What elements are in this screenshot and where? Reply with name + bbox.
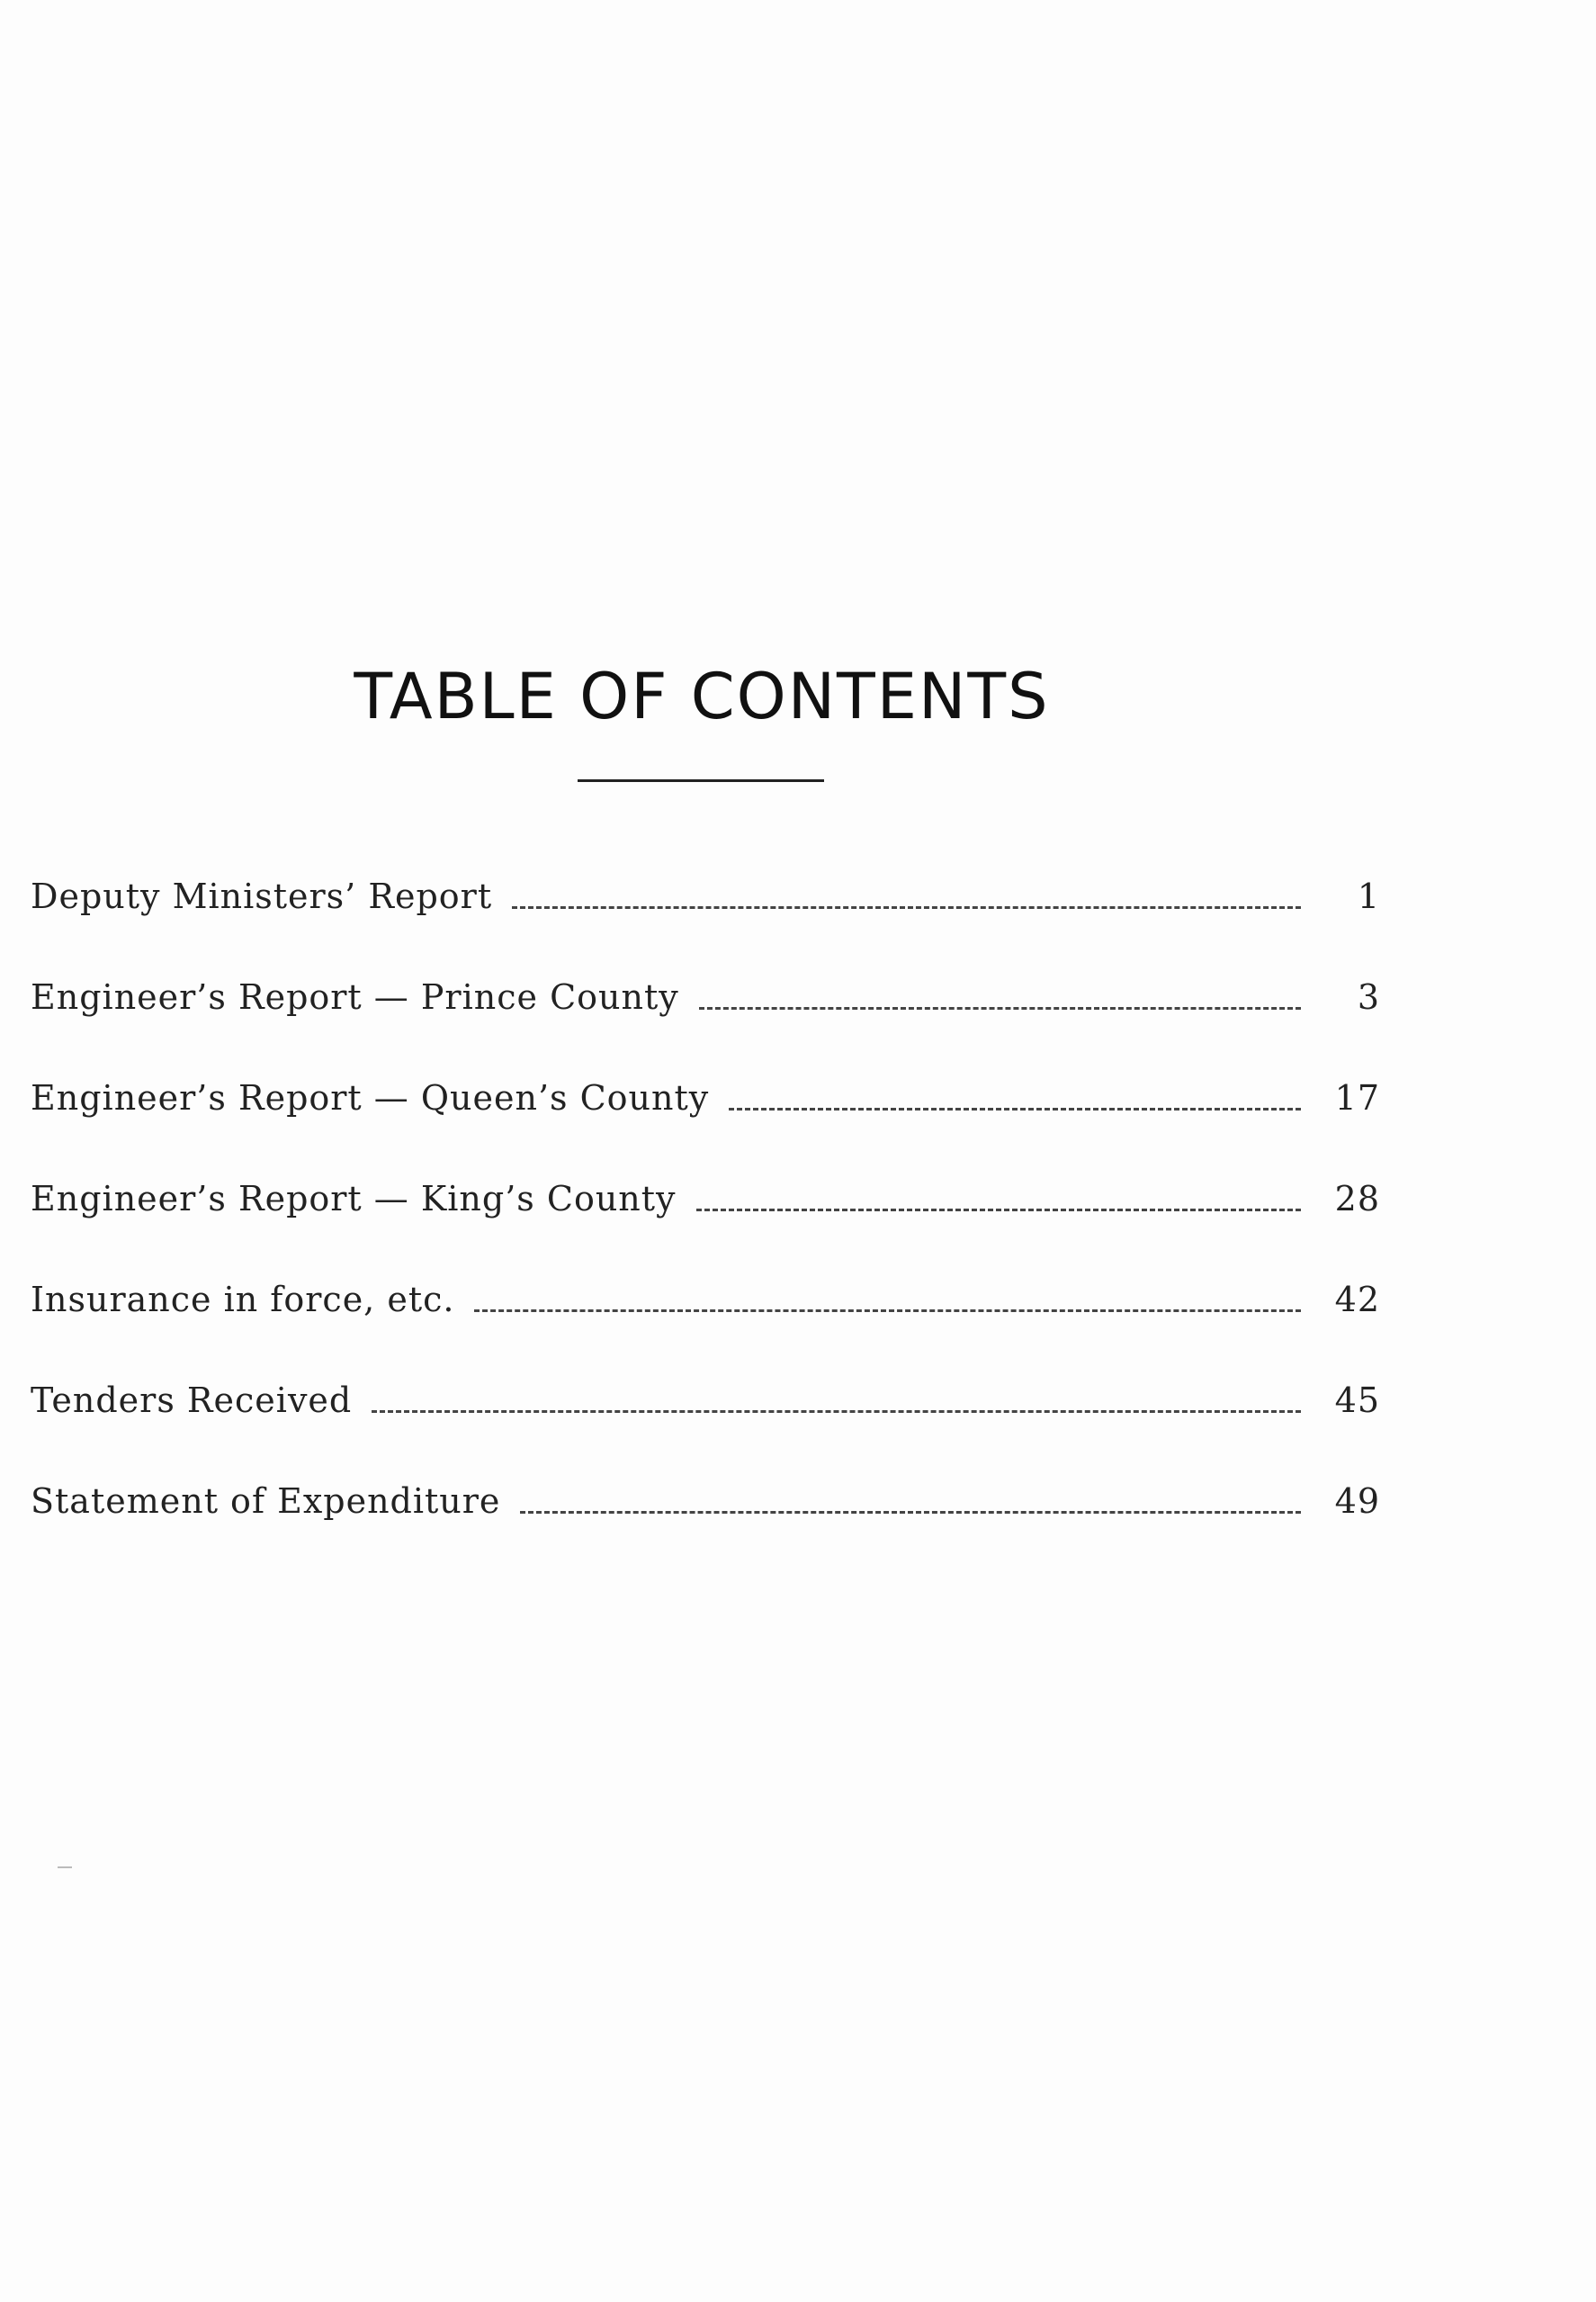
- toc-entry-page: 1: [1357, 877, 1380, 916]
- dot-leader: [729, 1108, 1301, 1111]
- toc-entry-page: 42: [1334, 1280, 1380, 1319]
- table-of-contents: [31, 846, 1380, 1551]
- toc-entry: [31, 1048, 1380, 1148]
- toc-entry-label: Statement of Expenditure: [31, 1481, 501, 1521]
- toc-entry-page: 3: [1357, 977, 1380, 1017]
- toc-entry: [31, 1350, 1380, 1451]
- toc-entry: [31, 947, 1380, 1048]
- toc-entry-page: 49: [1334, 1481, 1380, 1521]
- toc-entry: [31, 1451, 1380, 1551]
- dot-leader: [696, 1209, 1301, 1211]
- toc-entry-label: Tenders Received: [31, 1380, 353, 1420]
- toc-entry-page: 28: [1334, 1179, 1380, 1218]
- toc-entry-label: Engineer’s Report — Queen’s County: [31, 1078, 710, 1118]
- toc-entry: [31, 846, 1380, 947]
- dot-leader: [474, 1309, 1301, 1312]
- scan-artifact: [58, 1866, 72, 1868]
- toc-entry-label: Deputy Ministers’ Report: [31, 877, 493, 916]
- toc-entry-label: Engineer’s Report — King’s County: [31, 1179, 677, 1218]
- dot-leader: [512, 906, 1301, 909]
- toc-entry-page: 45: [1334, 1380, 1380, 1420]
- dot-leader: [699, 1007, 1301, 1010]
- toc-entry: [31, 1249, 1380, 1350]
- dot-leader: [372, 1410, 1301, 1413]
- toc-entry: [31, 1148, 1380, 1249]
- title-underline: [578, 779, 824, 782]
- toc-entry-page: 17: [1334, 1078, 1380, 1118]
- page-title: TABLE OF CONTENTS: [354, 659, 1050, 733]
- dot-leader: [520, 1511, 1301, 1514]
- toc-entry-label: Insurance in force, etc.: [31, 1280, 455, 1319]
- toc-entry-label: Engineer’s Report — Prince County: [31, 977, 679, 1017]
